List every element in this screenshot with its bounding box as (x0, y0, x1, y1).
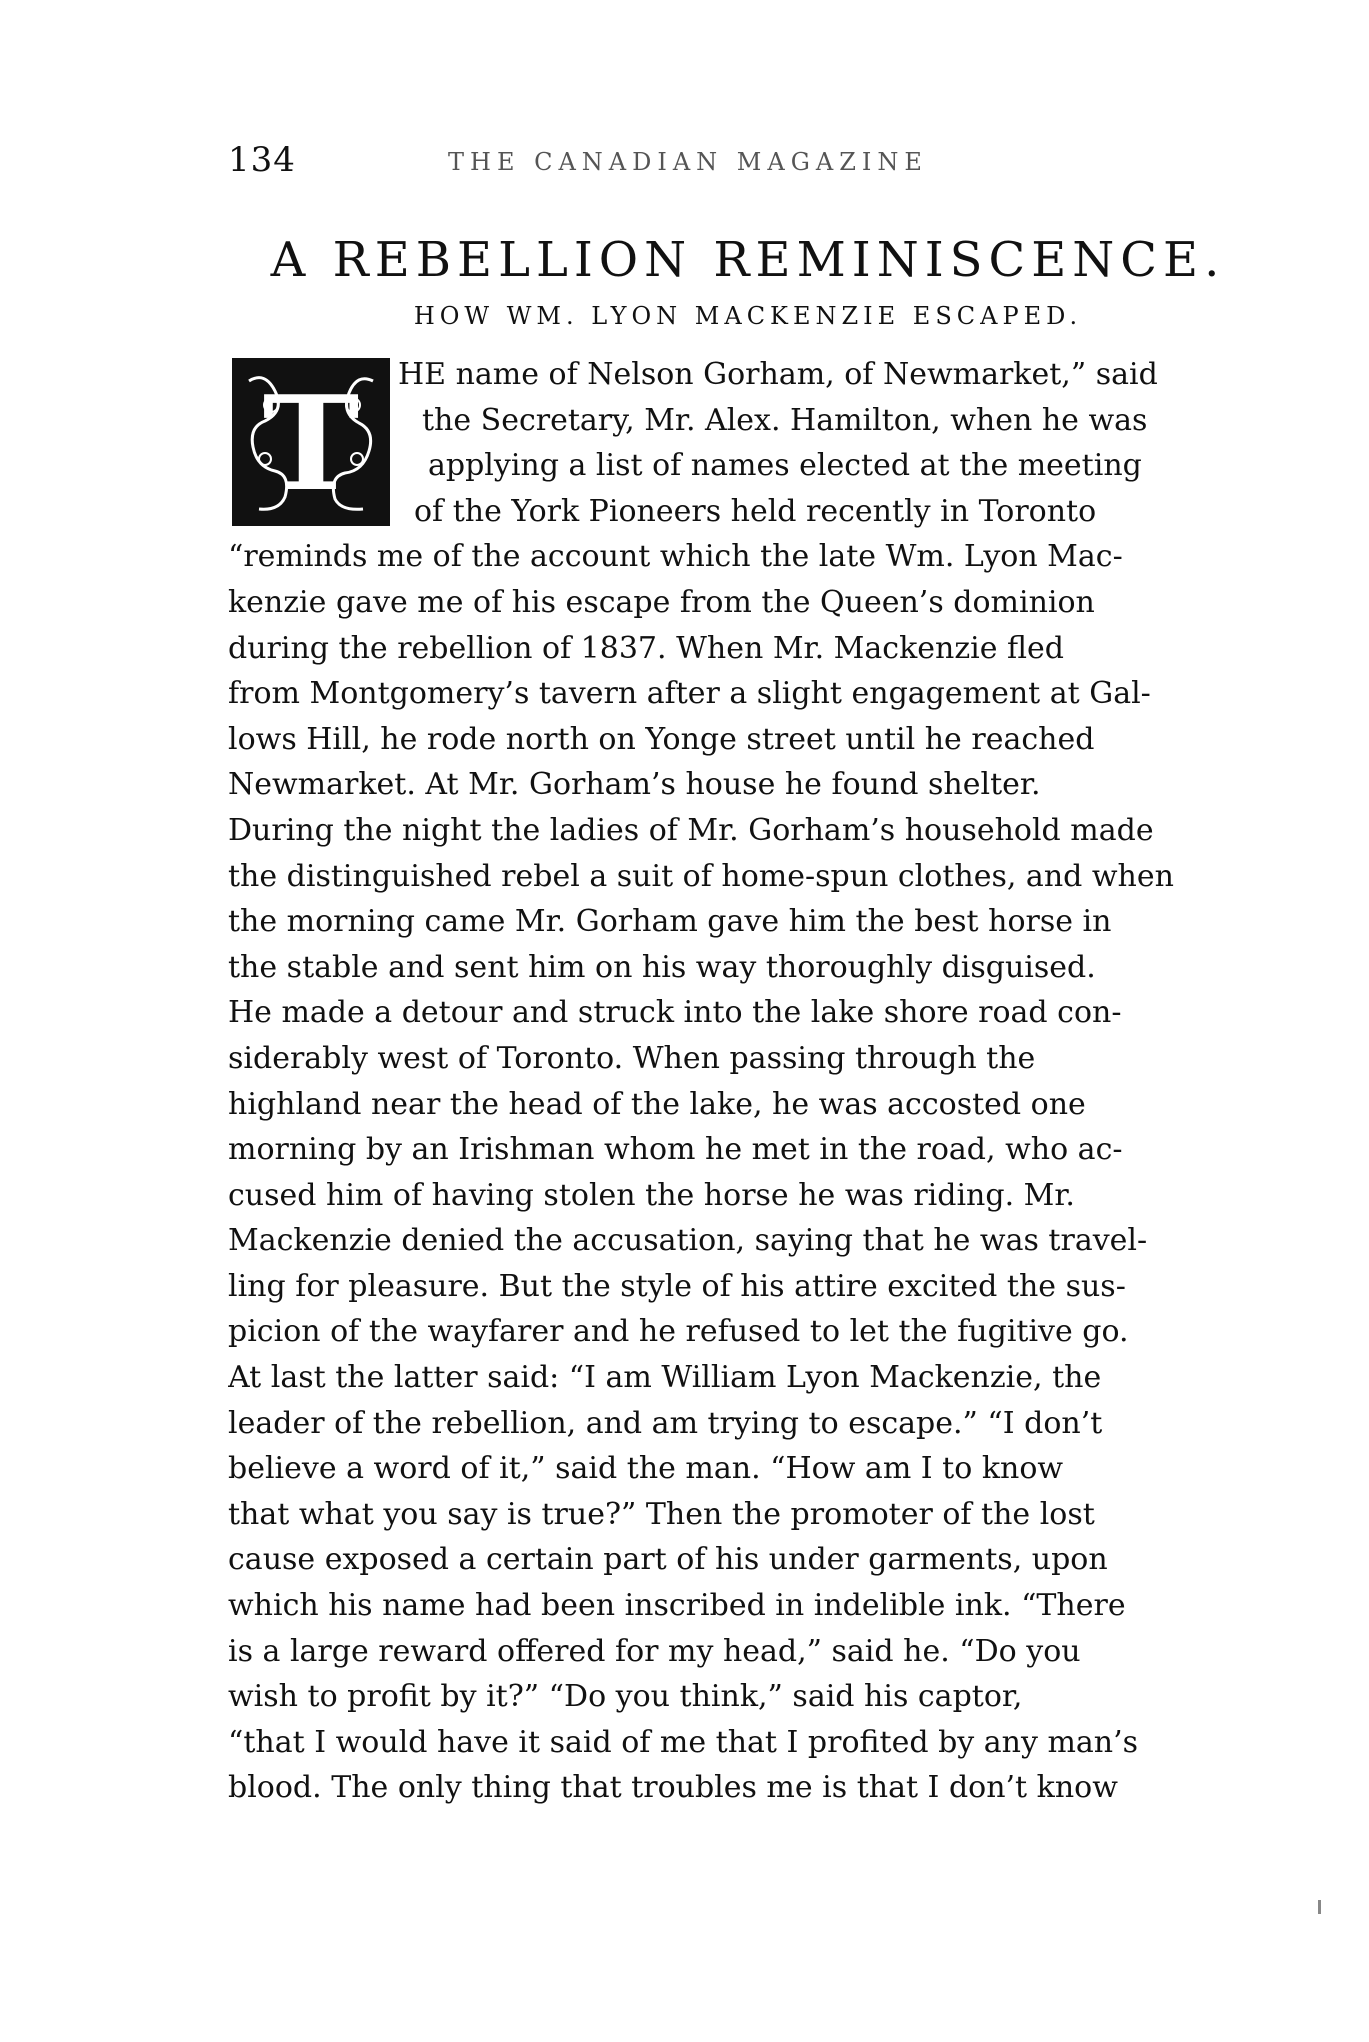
body-line: the stable and sent him on his way thoroughly disguised. (228, 949, 1096, 985)
running-head: THE CANADIAN MAGAZINE (448, 148, 928, 176)
body-line: the distinguished rebel a suit of home-spun clothes, and when (228, 858, 1174, 894)
body-line: the Secretary, Mr. Alex. Hamilton, when he was (422, 402, 1148, 438)
article-subtitle: HOW WM. LYON MACKENZIE ESCAPED. (413, 302, 1083, 330)
article-title: A REBELLION REMINISCENCE. (270, 232, 1226, 288)
body-line: ling for pleasure. But the style of his attire excited the sus- (228, 1268, 1126, 1304)
body-line: picion of the wayfarer and he refused to let the fugitive go. (228, 1314, 1129, 1350)
scan-edge-mark (1318, 1900, 1321, 1914)
body-line: which his name had been inscribed in indelible ink. “There (228, 1588, 1126, 1624)
body-line: wish to profit by it?” “Do you think,” said his captor, (228, 1679, 1023, 1715)
body-line: applying a list of names elected at the meeting (428, 448, 1142, 484)
body-line: during the rebellion of 1837. When Mr. Mackenzie fled (228, 630, 1064, 666)
body-line: morning by an Irishman whom he met in the road, who ac- (228, 1132, 1123, 1168)
body-line: that what you say is true?” Then the promoter of the lost (228, 1496, 1095, 1532)
dropcap-letter: T (262, 367, 360, 520)
body-line: of the York Pioneers held recently in Toronto (414, 493, 1097, 529)
body-line: leader of the rebellion, and am trying to escape.” “I don’t (228, 1405, 1103, 1441)
body-line: blood. The only thing that troubles me is that I don’t know (228, 1770, 1118, 1806)
body-line: lows Hill, he rode north on Yonge street until he reached (228, 721, 1095, 757)
body-line: believe a word of it,” said the man. “How am I to know (228, 1451, 1064, 1487)
body-line: siderably west of Toronto. When passing through the (228, 1040, 1036, 1076)
body-line: Newmarket. At Mr. Gorham’s house he found shelter. (228, 767, 1041, 803)
body-line: is a large reward offered for my head,” said he. “Do you (228, 1633, 1081, 1669)
body-line: He made a detour and struck into the lake shore road con- (228, 995, 1122, 1031)
body-line: Mackenzie denied the accusation, saying that he was travel- (228, 1223, 1148, 1259)
article-body (228, 352, 1274, 1811)
body-line: “reminds me of the account which the late Wm. Lyon Mac- (228, 539, 1123, 575)
body-line: During the night the ladies of Mr. Gorham’s household made (228, 812, 1154, 848)
body-line: “that I would have it said of me that I profited by any man’s (228, 1724, 1139, 1760)
body-line: At last the latter said: “I am William Lyon Mackenzie, the (228, 1360, 1102, 1396)
body-line: from Montgomery’s tavern after a slight engagement at Gal- (228, 676, 1151, 712)
page-number: 134 (228, 140, 296, 180)
body-line: cused him of having stolen the horse he was riding. Mr. (228, 1177, 1075, 1213)
body-line: cause exposed a certain part of his under garments, upon (228, 1542, 1108, 1578)
body-line: kenzie gave me of his escape from the Queen’s dominion (228, 584, 1095, 620)
body-line: the morning came Mr. Gorham gave him the best horse in (228, 904, 1112, 940)
body-line: highland near the head of the lake, he was accosted one (228, 1086, 1086, 1122)
page-header (228, 140, 1268, 180)
body-line: HE name of Nelson Gorham, of Newmarket,” said (398, 357, 1158, 392)
